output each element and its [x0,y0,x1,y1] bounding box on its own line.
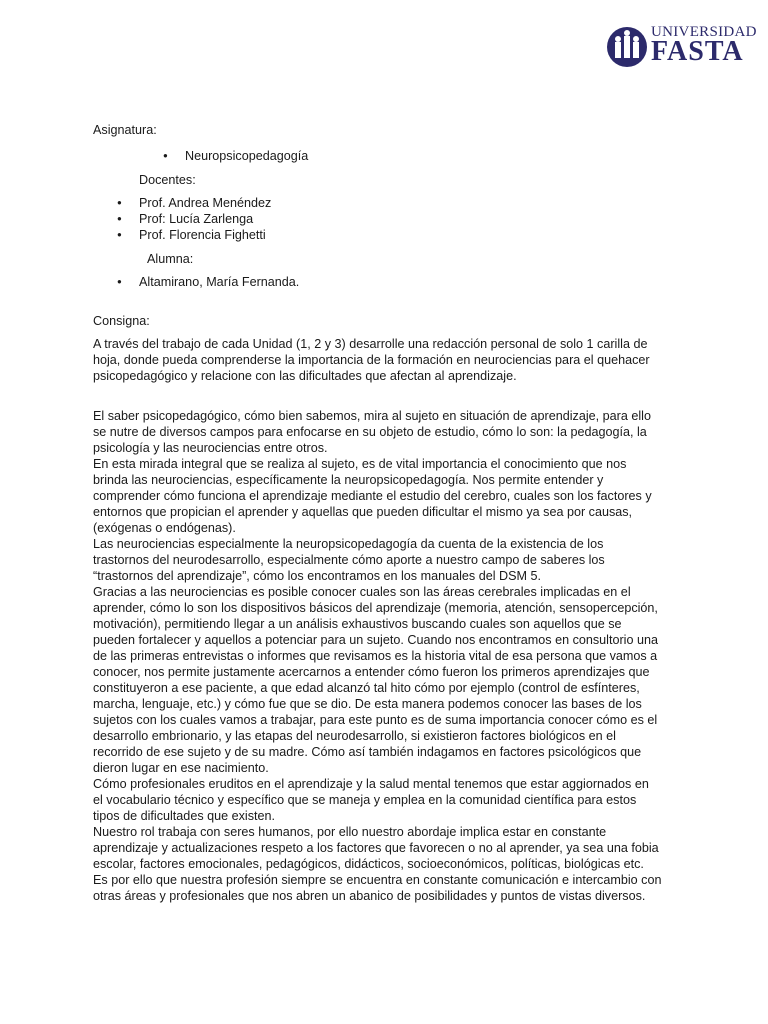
essay-line: Gracias a las neurociencias es posible conocer cuales son las áreas cerebrales implicadas en el [93,585,631,599]
teachers-label: Docentes: [139,173,196,187]
assignment-line: hoja, donde pueda comprenderse la importancia de la formación en neurociencias para el quehacer [93,353,650,367]
assignment-label: Consigna: [93,314,150,328]
essay-line: “trastornos del aprendizaje”, cómo los encontramos en los manuales del DSM 5. [93,569,541,583]
essay-line: comprender cómo funciona el aprendizaje mediante el estudio del cerebro, cuales son los factores y [93,489,652,503]
essay-line: aprender, cómo lo son los dispositivos básicos del aprendizaje (memoria, atención, sensopercepción, [93,601,658,615]
essay-line: conocer, nos permite justamente acercarnos a entender cómo fueron los primeros aprendizajes que [93,665,650,679]
essay-line: dieron lugar en ese nacimiento. [93,761,269,775]
essay-line: pueden fortalecer y aquellos a potenciar para un sujeto. Cuando nos encontramos en consultorio una [93,633,658,647]
document-body [93,122,683,904]
logo-university-text: UNIVERSIDAD [651,24,757,40]
essay-line: motivación), permitiendo llegar a un análisis exhaustivos buscando cuales son aquellos que se [93,617,622,631]
university-emblem-icon [606,26,648,68]
teacher-item: ● Prof: Lucía Zarlenga [139,211,683,227]
essay-line: constituyeron a ese paciente, a que edad alcanzó tal hito cómo por ejemplo (control de esfínteres, [93,681,640,695]
essay-line: el vocabulario técnico y específico que se maneja y emplea en la comunidad científica para estos [93,793,637,807]
essay-line: brinda las neurociencias, específicamente la neuropsicopedagogía. Nos permite entender y [93,473,604,487]
essay-line: sujetos con los cuales vamos a trabajar, para este punto es de suma importancia conocer cómo es el [93,713,658,727]
essay-line: se nutre de diversos campos para enfocarse en su objeto de estudio, cómo lo son: la pedagogía, la [93,425,647,439]
essay-text [93,408,683,904]
logo-fasta-text: FASTA [651,36,744,67]
essay-line: desarrollo embrionario, y las etapas del neurodesarrollo, si existieron factores biológicos en el [93,729,616,743]
essay-line: otras áreas y profesionales que nos abren un abanico de posibilidades y puntos de vistas diversos. [93,889,646,903]
essay-line: de las primeras entrevistas o informes que revisamos es la historia vital de esa persona que vamos a [93,649,658,663]
essay-line: Es por ello que nuestra profesión siempre se encuentra en constante comunicación e intercambio con [93,873,662,887]
assignment-text [93,336,683,384]
essay-line: trastornos del neurodesarrollo, especialmente cómo aporte a nuestro campo de saberes los [93,553,605,567]
student-item: ● Altamirano, María Fernanda. [139,274,683,290]
essay-line: Cómo profesionales eruditos en el aprendizaje y la salud mental tenemos que estar aggiornados en [93,777,649,791]
assignment-line: A través del trabajo de cada Unidad (1, 2 y 3) desarrolle una redacción personal de solo 1 carilla de [93,337,648,351]
assignment-line: psicopedagógico y relacione con las dificultades que afectan al aprendizaje. [93,369,517,383]
essay-line: aprendizaje y actualizaciones respeto a los factores que favorecen o no al aprender, ya sea una fobia [93,841,659,855]
subject-label: Asignatura: [93,123,157,137]
essay-line: Nuestro rol trabaja con seres humanos, por ello nuestro abordaje implica estar en constante [93,825,607,839]
essay-line: En esta mirada integral que se realiza al sujeto, es de vital importancia el conocimiento que nos [93,457,627,471]
essay-line: Las neurociencias especialmente la neuropsicopedagogía da cuenta de la existencia de los [93,537,604,551]
essay-line: tipos de dificultades que existen. [93,809,276,823]
essay-line: marcha, lenguaje, etc.) y cómo fue que se dio. De esta manera podemos conocer las bases de los [93,697,642,711]
essay-line: El saber psicopedagógico, cómo bien sabemos, mira al sujeto en situación de aprendizaje, para ello [93,409,651,423]
university-logo [606,24,757,68]
student-label: Alumna: [147,252,194,266]
subject-item: ● Neuropsicopedagogía [185,148,683,164]
essay-line: (exógenas o endógenas). [93,521,236,535]
teacher-item: ● Prof. Andrea Menéndez [139,195,683,211]
teacher-item: ● Prof. Florencia Fighetti [139,227,683,243]
essay-line: psicología y las neurociencias entre otros. [93,441,328,455]
essay-line: entornos que propician el aprender y aquellas que pueden dificultar el mismo ya sea por causas, [93,505,633,519]
essay-line: recorrido de ese sujeto y de su madre. Cómo así también indagamos en factores psicológicos que [93,745,642,759]
essay-line: escolar, factores emocionales, pedagógicos, didácticos, socioeconómicos, políticas, biológicas etc. [93,857,644,871]
